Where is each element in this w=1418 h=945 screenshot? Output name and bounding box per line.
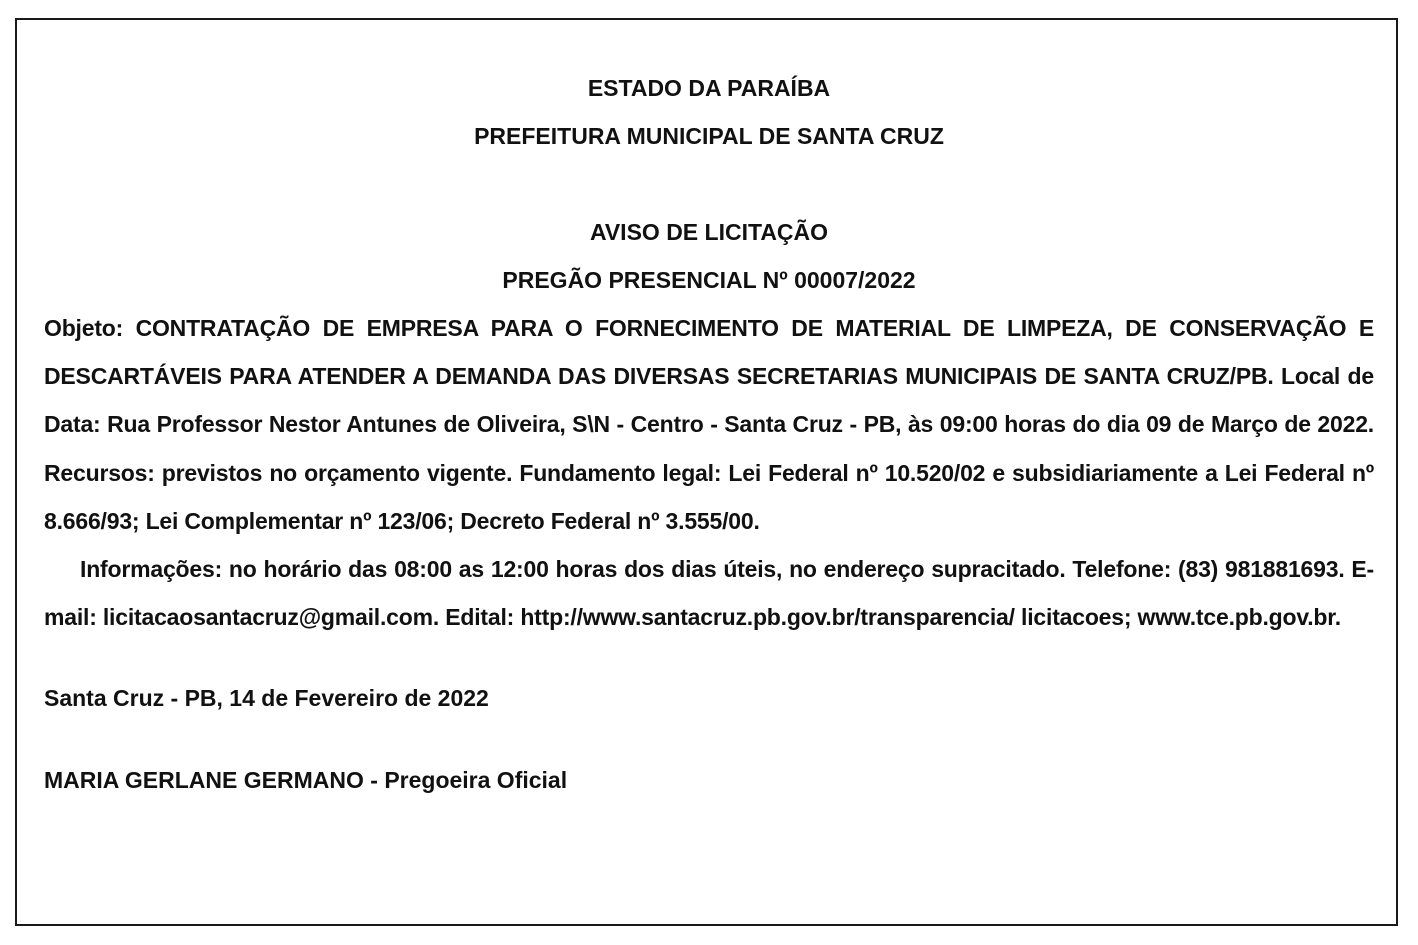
notice-title: AVISO DE LICITAÇÃO <box>589 219 829 245</box>
state-heading: ESTADO DA PARAÍBA <box>587 75 831 101</box>
signatory-role: - Pregoeira Oficial <box>363 767 568 794</box>
informacoes-paragraph: Informações: no horário das 08:00 as 12:00 horas dos dias úteis, no endereço supracitado. Telefone: (83) 981881693. E-mail: licitacaosantacruz@gmail.com. Edital: http://www.santacruz.pb.gov.br/transparencia/ licitacoes; www.tce.pb.gov.br. <box>44 556 1374 631</box>
municipality-heading: PREFEITURA MUNICIPAL DE SANTA CRUZ <box>474 123 944 149</box>
notice-body <box>44 304 1374 641</box>
procedure-number: PREGÃO PRESENCIAL Nº 00007/2022 <box>502 267 916 293</box>
objeto-paragraph: Objeto: CONTRATAÇÃO DE EMPRESA PARA O FORNECIMENTO DE MATERIAL DE LIMPEZA, DE CONSERVAÇÃO E DESCARTÁVEIS PARA ATENDER A DEMANDA DAS DIVERSAS SECRETARIAS MUNICIPAIS DE SANTA CRUZ/PB. Local de Data: Rua Professor Nestor Antunes de Oliveira, S\N - Centro - Santa Cruz - PB, às 09:00 horas do dia 09 de Março de 2022. Recursos: previstos no orçamento vigente. Fundamento legal: Lei Federal nº 10.520/02 e subsidiariamente a Lei Federal nº 8.666/93; Lei Complementar nº 123/06; Decreto Federal nº 3.555/00. <box>44 315 1374 534</box>
place-date: Santa Cruz - PB, 14 de Fevereiro de 2022 <box>44 685 489 712</box>
signatory-name: MARIA GERLANE GERMANO <box>44 767 364 794</box>
notice-content <box>44 64 1374 804</box>
notice-frame <box>15 18 1398 926</box>
spacer <box>44 160 1374 208</box>
signature-line <box>44 756 1374 804</box>
